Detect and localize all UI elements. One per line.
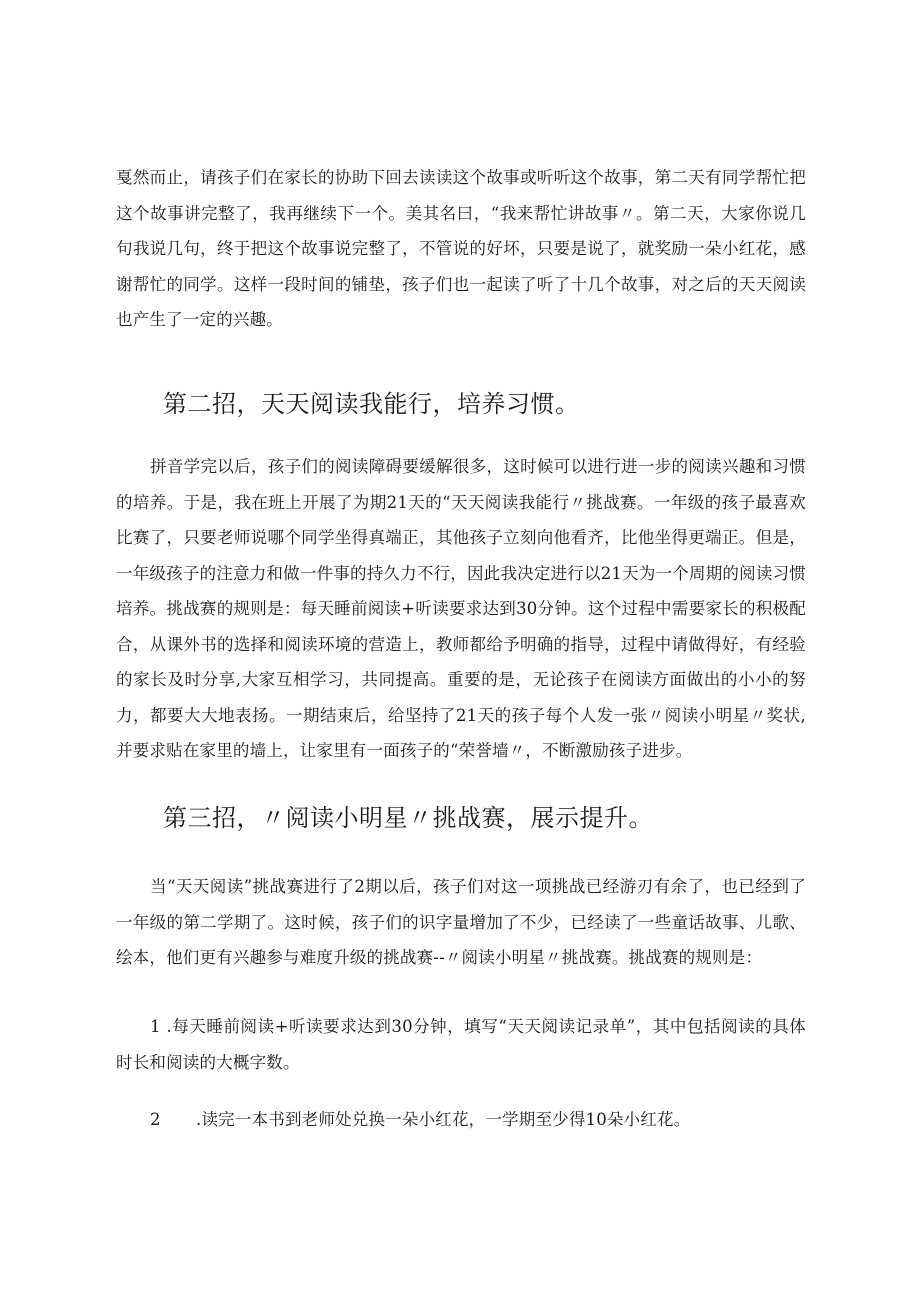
rule-item-2-text: .读完一本书到老师处兑换一朵小红花，一学期至少得10朵小红花。 [196,1110,691,1129]
rule-item-1-number: 1 [150,1017,161,1036]
paragraph-daily-reading: 拼音学完以后，孩子们的阅读障碍要缓解很多，这时候可以进行进一步的阅读兴趣和习惯的培养。于是，我在班上开展了为期21天的“天天阅读我能行〃挑战赛。一年级的孩子最喜欢比赛了，只要老师说哪个同学坐得真端正，其他孩子立刻向他看齐，比他坐得更端正。但是，一年级孩子的注意力和做一件事的持久力不行，因此我决定进行以21天为一个周期的阅读习惯培养。挑战赛的规则是：每天睡前阅读+听读要求达到30分钟。这个过程中需要家长的积极配合，从课外书的选择和阅读环境的营造上，教师都给予明确的指导，过程中请做得好，有经验的家长及时分享,大家互相学习，共同提高。重要的是，无论孩子在阅读方面做出的小小的努力，都要大大地表扬。一期结束后，给坚持了21天的孩子每个人发一张〃阅读小明星〃奖状,并要求贴在家里的墙上，让家里有一面孩子的“荣誉墙〃，不断激励孩子进步。 [116,457,806,760]
heading-second-strategy: 第二招，天天阅读我能行，培养习惯。 [163,390,580,418]
rule-item-1-text: .每天睡前阅读+听读要求达到30分钟，填写“天天阅读记录单”，其中包括阅读的具体时长和阅读的大概字数。 [116,1017,807,1072]
rule-item-1 [116,1009,806,1080]
paragraph-story-helping: 戛然而止，请孩子们在家长的协助下回去读读这个故事或听听这个故事，第二天有同学帮忙把这个故事讲完整了，我再继续下一个。美其名曰，“我来帮忙讲故事〃。第二天，大家你说几句我说几句，终于把这个故事说完整了，不管说的好坏，只要是说了，就奖励一朵小红花，感谢帮忙的同学。这样一段时间的铺垫，孩子们也一起读了听了十几个故事，对之后的天天阅读也产生了一定的兴趣。 [116,168,806,329]
heading-third-strategy: 第三招，〃阅读小明星〃挑战赛，展示提升。 [163,804,653,832]
paragraph-reading-star-challenge: 当“天天阅读”挑战赛进行了2期以后，孩子们对这一项挑战已经游刃有余了，也已经到了一年级的第二学期了。这时候，孩子们的识字量增加了不少，已经读了一些童话故事、儿歌、绘本，他们更有兴趣参与难度升级的挑战赛--〃阅读小明星〃挑战赛。挑战赛的规则是： [116,877,806,967]
rule-item-2-number: 2 [150,1110,161,1129]
rule-item-2 [116,1102,806,1138]
